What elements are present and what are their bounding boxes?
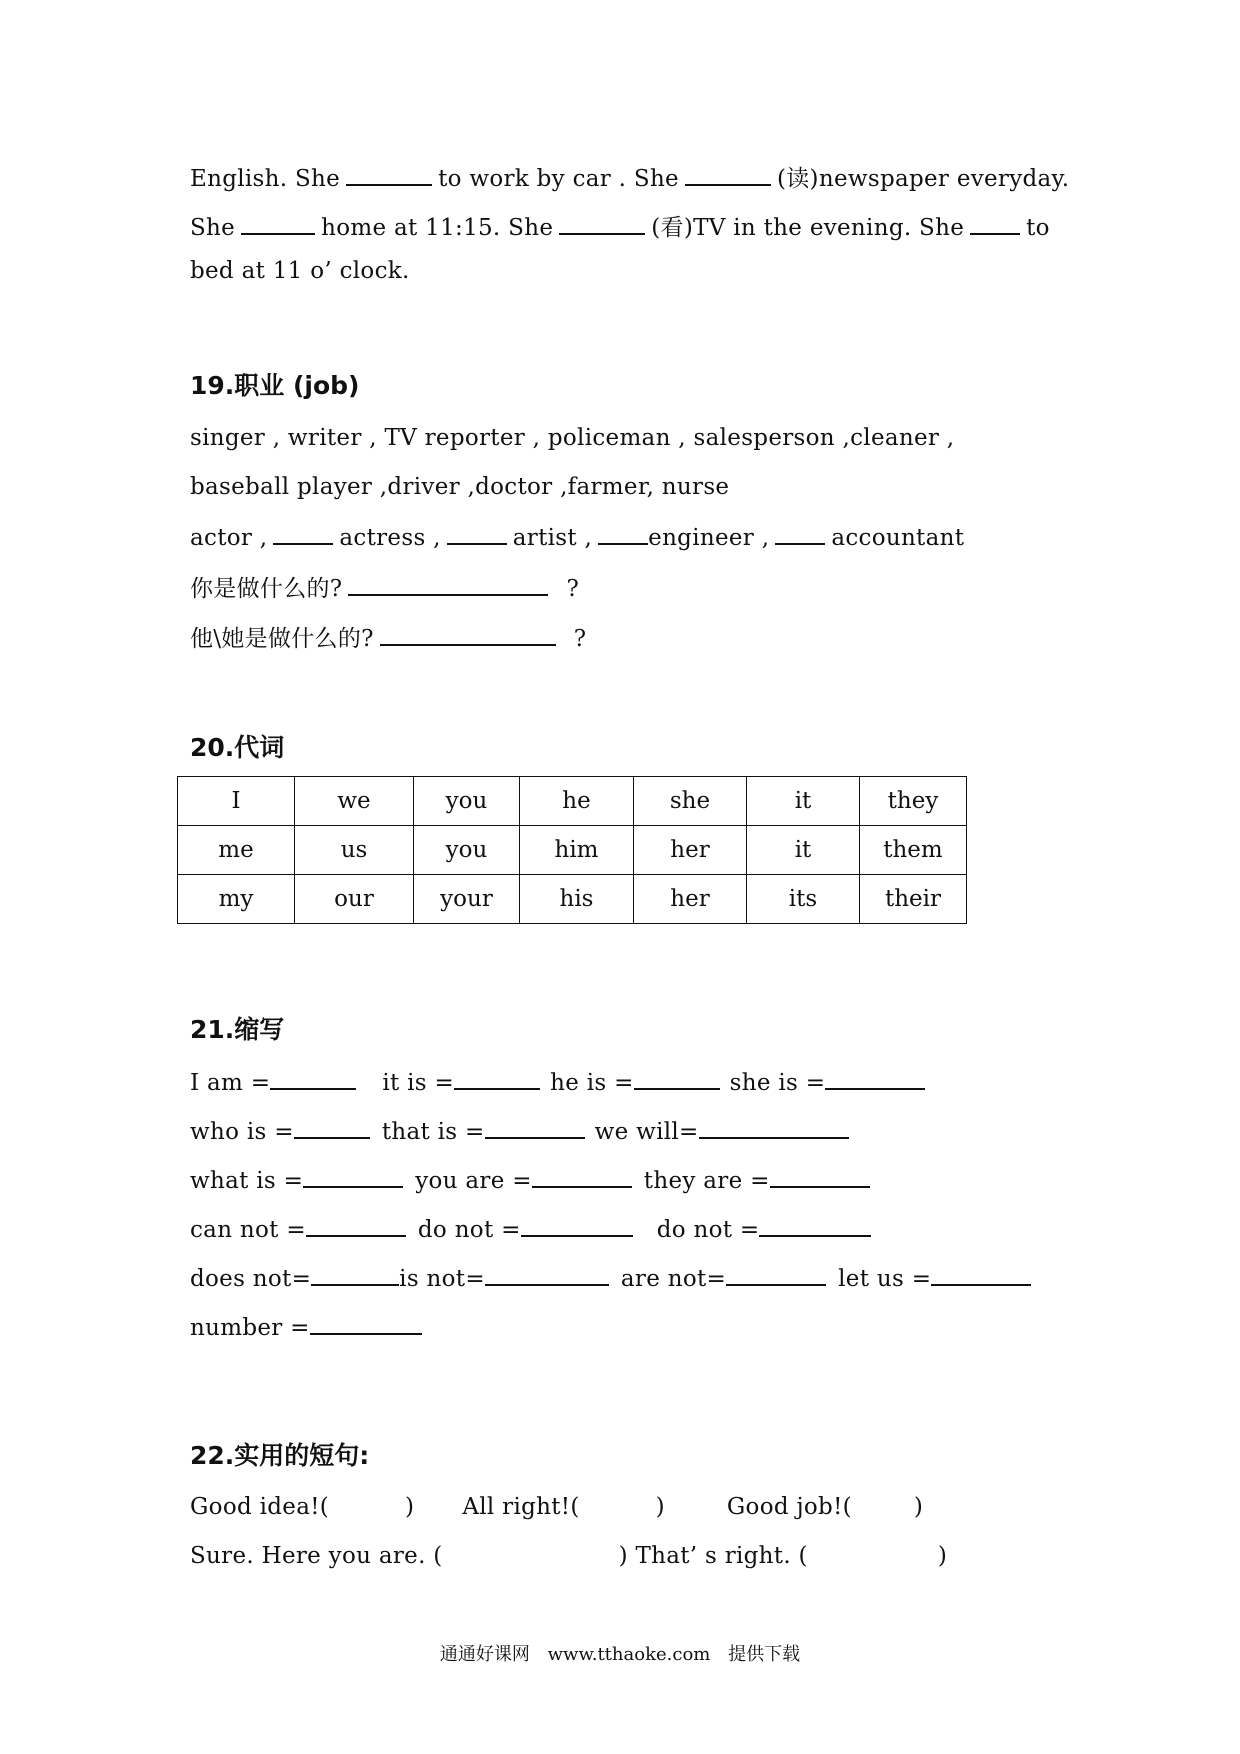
text: what is =: [190, 1168, 304, 1194]
table-row: [178, 777, 967, 826]
paragraph-line-3: bed at 11 o’ clock.: [190, 258, 410, 284]
blank[interactable]: [485, 1117, 585, 1139]
text: do not =: [656, 1217, 760, 1243]
blank[interactable]: [759, 1215, 871, 1237]
job-list-line-1: singer , writer , TV reporter , policeman , salesperson ,cleaner ,: [190, 425, 955, 451]
text: ): [655, 1494, 665, 1520]
abbrev-row-1: [190, 1068, 931, 1096]
table-cell: your: [414, 875, 520, 924]
text: to: [1026, 215, 1050, 241]
text: let us =: [838, 1266, 932, 1292]
text: they are =: [643, 1168, 770, 1194]
text: we will=: [594, 1119, 699, 1145]
blank[interactable]: [598, 523, 648, 545]
blank[interactable]: [454, 1068, 540, 1090]
blank[interactable]: [775, 523, 825, 545]
table-cell: you: [414, 826, 520, 875]
blank[interactable]: [685, 164, 771, 186]
text: can not =: [190, 1217, 306, 1243]
question-1: [190, 570, 579, 603]
pronoun-table: [177, 776, 967, 924]
table-cell: their: [860, 875, 967, 924]
text: Good idea!(: [190, 1494, 330, 1520]
abbrev-row-5: [190, 1264, 1037, 1292]
text: ): [405, 1494, 415, 1520]
text: are not=: [620, 1266, 727, 1292]
job-list-line-3: [190, 523, 964, 551]
table-cell: it: [747, 826, 860, 875]
table-cell: his: [520, 875, 634, 924]
blank[interactable]: [485, 1264, 609, 1286]
text: to work by car . She: [438, 166, 679, 192]
table-cell: her: [634, 875, 747, 924]
text: (读)newspaper everyday.: [776, 166, 1070, 192]
table-cell: them: [860, 826, 967, 875]
text: he is =: [550, 1070, 634, 1096]
blank[interactable]: [294, 1117, 370, 1139]
question-2: [190, 620, 586, 653]
blank[interactable]: [532, 1166, 632, 1188]
text: artist ,: [512, 525, 593, 551]
text: Sure. Here you are. (: [190, 1543, 443, 1569]
footer-site-name: 通通好课网: [439, 1644, 530, 1665]
text: do not =: [417, 1217, 521, 1243]
text: English. She: [190, 166, 341, 192]
abbrev-row-4: [190, 1215, 877, 1243]
blank[interactable]: [270, 1068, 356, 1090]
table-cell: you: [414, 777, 520, 826]
text: ): [913, 1494, 924, 1520]
table-row: [178, 875, 967, 924]
abbrev-row-6: [190, 1313, 428, 1341]
text: accountant: [831, 525, 965, 551]
blank[interactable]: [447, 523, 507, 545]
blank[interactable]: [726, 1264, 826, 1286]
section-21-title: 21.缩写: [190, 1015, 285, 1044]
text: you are =: [415, 1168, 532, 1194]
text: actor ,: [190, 525, 268, 551]
table-cell: I: [178, 777, 295, 826]
text: number =: [190, 1315, 310, 1341]
blank[interactable]: [825, 1068, 925, 1090]
section-19-title: 19.职业 (job): [190, 371, 360, 400]
section-22-title: 22.实用的短句:: [190, 1441, 370, 1470]
text: I am =: [190, 1070, 271, 1096]
text: does not=: [190, 1266, 312, 1292]
text: 你是做什么的?: [190, 576, 343, 602]
page-footer: [0, 1640, 1240, 1666]
blank[interactable]: [303, 1166, 403, 1188]
table-cell: our: [295, 875, 414, 924]
table-cell: him: [520, 826, 634, 875]
paragraph-line-1: [190, 160, 1069, 193]
footer-suffix: 提供下载: [728, 1644, 801, 1665]
table-cell: us: [295, 826, 414, 875]
text: it is =: [382, 1070, 455, 1096]
blank[interactable]: [348, 574, 548, 596]
abbrev-row-2: [190, 1117, 855, 1145]
table-cell: me: [178, 826, 295, 875]
table-cell: its: [747, 875, 860, 924]
blank[interactable]: [306, 1215, 406, 1237]
text: (看)TV in the evening. She: [651, 215, 965, 241]
text: Good job!(: [726, 1494, 852, 1520]
table-cell: he: [520, 777, 634, 826]
table-cell: it: [747, 777, 860, 826]
text: 他\她是做什么的?: [190, 626, 374, 652]
table-cell: they: [860, 777, 967, 826]
footer-url[interactable]: www.tthaoke.com: [547, 1644, 711, 1665]
table-row: [178, 826, 967, 875]
paragraph-line-2: [190, 209, 1050, 242]
blank[interactable]: [559, 213, 645, 235]
phrase-row-1: [190, 1494, 923, 1520]
blank[interactable]: [931, 1264, 1031, 1286]
text: She: [190, 215, 236, 241]
blank[interactable]: [634, 1068, 720, 1090]
text: she is =: [729, 1070, 826, 1096]
text: All right!(: [462, 1494, 580, 1520]
text: is not=: [399, 1266, 485, 1292]
table-cell: my: [178, 875, 295, 924]
text: who is =: [190, 1119, 294, 1145]
blank[interactable]: [346, 164, 432, 186]
job-list-line-2: baseball player ,driver ,doctor ,farmer, nurse: [190, 474, 730, 500]
text: ?: [573, 626, 587, 652]
phrase-row-2: [190, 1543, 947, 1569]
text: ): [937, 1543, 948, 1569]
section-20-title: 20.代词: [190, 733, 285, 762]
table-cell: she: [634, 777, 747, 826]
blank[interactable]: [380, 624, 556, 646]
abbrev-row-3: [190, 1166, 876, 1194]
table-cell: we: [295, 777, 414, 826]
blank[interactable]: [521, 1215, 633, 1237]
blank[interactable]: [970, 213, 1020, 235]
blank[interactable]: [770, 1166, 870, 1188]
text: ?: [566, 576, 580, 602]
text: engineer ,: [648, 525, 770, 551]
blank[interactable]: [699, 1117, 849, 1139]
text: that is =: [381, 1119, 485, 1145]
text: actress ,: [339, 525, 441, 551]
blank[interactable]: [311, 1264, 399, 1286]
text: ) That’ s right. (: [618, 1543, 808, 1569]
blank[interactable]: [310, 1313, 422, 1335]
blank[interactable]: [273, 523, 333, 545]
table-cell: her: [634, 826, 747, 875]
blank[interactable]: [241, 213, 315, 235]
text: home at 11:15. She: [321, 215, 554, 241]
